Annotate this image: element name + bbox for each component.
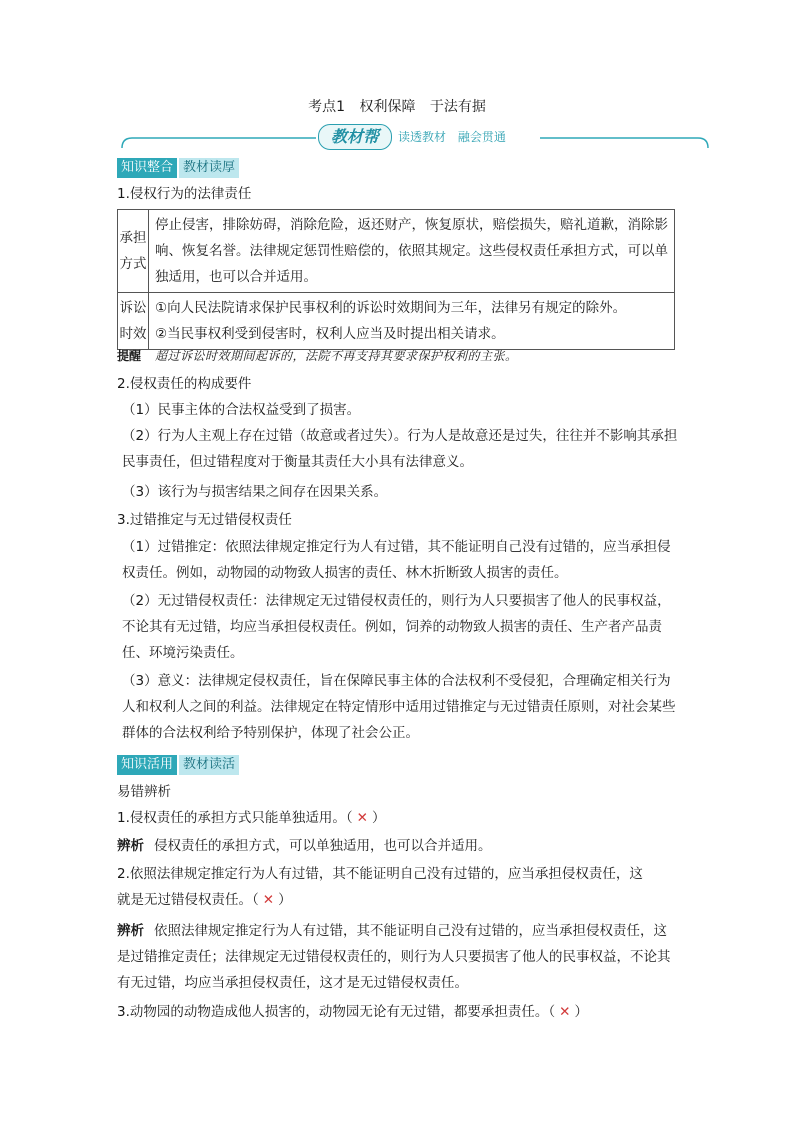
tag-knowledge-integration: 知识整合: [117, 158, 177, 178]
tag-knowledge-application: 知识活用: [117, 755, 177, 775]
section1-tags: [117, 158, 239, 178]
banner-subtitle: [398, 128, 506, 145]
row-body-limitation: ①向人民法院请求保护民事权利的诉讼时效期间为三年，法律另有规定的除外。 ②当民事权利受到侵害时，权利人应当及时提出相关请求。: [149, 293, 675, 350]
row-body-method: 停止侵害，排除妨碍，消除危险，返还财产，恢复原状，赔偿损失，赔礼道歉，消除影响、恢复名誉。法律规定惩罚性赔偿的，依照其规定。这些侵权责任承担方式，可以单独适用，也可以合并适用。: [149, 210, 675, 293]
heading-3: 3.过错推定与无过错侵权责任: [117, 512, 292, 528]
reminder-text: 超过诉讼时效期间起诉的，法院不再支持其要求保护权利的主张。: [155, 349, 518, 363]
item-2-3: （3）该行为与损害结果之间存在因果关系。: [122, 484, 388, 500]
tag-textbook-deep: 教材读厚: [179, 158, 239, 178]
analysis-1: 辨析 侵权责任的承担方式，可以单独适用，也可以合并适用。: [117, 838, 492, 854]
item-3-1: （1）过错推定：依照法律规定推定行为人有过错，其不能证明自己没有过错的，应当承担侵权责任。例如，动物园的动物致人损害的责任、林木折断致人损害的责任。: [122, 539, 671, 581]
question-3: 3.动物园的动物造成他人损害的，动物园无论有无过错，都要承担责任。（ ✕ ）: [117, 1004, 588, 1020]
liability-table: [117, 209, 675, 350]
row-head-method: 承担 方式: [118, 210, 149, 293]
item-2-2: （2）行为人主观上存在过错（故意或者过失）。行为人是故意还是过失，往往并不影响其承担民事责任，但过错程度对于衡量其责任大小具有法律意义。: [122, 428, 678, 470]
banner-badge: 教材帮: [318, 124, 392, 150]
reminder-label: 提醒: [117, 349, 142, 363]
title-part-a: 权利保障: [359, 99, 416, 115]
kaodian-label: 考点1: [308, 99, 345, 115]
wrong-mark-icon: ✕: [262, 892, 275, 908]
table-row: [118, 293, 675, 350]
analysis-label: 辨析: [117, 923, 144, 939]
title-part-b: 于法有据: [429, 99, 486, 115]
heading-2: 2.侵权责任的构成要件: [117, 376, 252, 392]
reminder-note: [117, 347, 518, 364]
item-3-2: （2）无过错侵权责任：法律规定无过错侵权责任的，则行为人只要损害了他人的民事权益，不论其有无过错，均应当承担侵权责任。例如，饲养的动物致人损害的责任、生产者产品责任、环境污染责任。: [122, 593, 671, 661]
analysis-2: 辨析 依照法律规定推定行为人有过错，其不能证明自己没有过错的，应当承担侵权责任，这是过错推定责任；法律规定无过错侵权责任的，则行为人只要损害了他人的民事权益，不论其有无过错，均应当承担侵权责任，这才是无过错侵权责任。: [117, 923, 671, 991]
item-2-1: （1）民事主体的合法权益受到了损害。: [122, 402, 361, 418]
wrong-mark-icon: ✕: [356, 810, 368, 826]
table-row: [118, 210, 675, 293]
question-2-line-2: 就是无过错侵权责任。（ ✕ ）: [117, 892, 292, 908]
item-3-3: （3）意义：法律规定侵权责任，旨在保障民事主体的合法权利不受侵犯，合理确定相关行为人和权利人之间的利益。法律规定在特定情形中适用过错推定与无过错责任原则，对社会某些群体的合法权利给予特别保护，体现了社会公正。: [122, 673, 676, 741]
heading-1: 1.侵权行为的法律责任: [117, 186, 252, 202]
analysis-label: 辨析: [117, 838, 144, 854]
row-head-limitation: 诉讼 时效: [118, 293, 149, 350]
question-2-line-1: 2.依照法律规定推定行为人有过错，其不能证明自己没有过错的，应当承担侵权责任，这: [117, 866, 643, 882]
banner-sub-b: 融会贯通: [457, 130, 506, 144]
banner-sub-a: 读透教材: [398, 130, 447, 144]
wrong-mark-icon: ✕: [559, 1004, 571, 1020]
page-title: [0, 96, 794, 116]
question-1: 1.侵权责任的承担方式只能单独适用。（ ✕ ）: [117, 810, 386, 826]
tag-textbook-live: 教材读活: [179, 755, 239, 775]
section2-title: 易错辨析: [117, 784, 171, 800]
section2-tags: [117, 755, 239, 775]
